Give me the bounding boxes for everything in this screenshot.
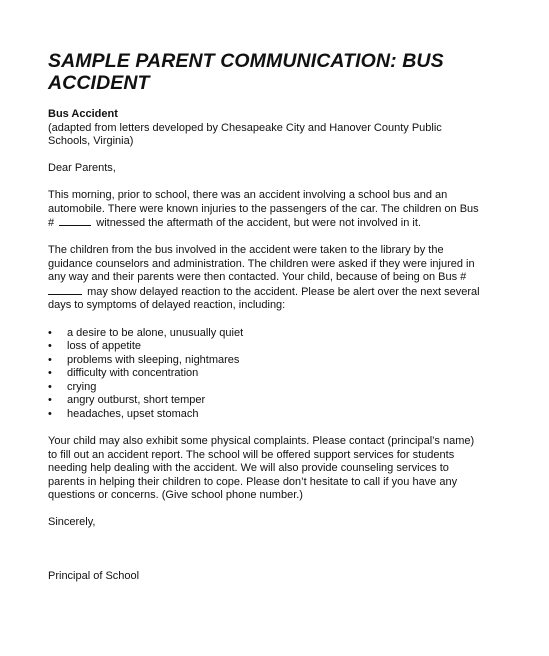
bullet-mark: • — [48, 353, 52, 366]
list-item — [48, 381, 508, 395]
p2-line-5: days to symptoms of delayed reaction, including: — [48, 299, 286, 311]
list-item — [48, 354, 508, 368]
closing: Sincerely, — [48, 516, 96, 529]
list-item — [48, 408, 508, 422]
bullet-mark: • — [48, 340, 52, 353]
paragraph-1 — [48, 189, 508, 231]
list-item — [48, 367, 508, 381]
p2-line-2: guidance counselors and administration. The children were asked if they were injured in — [48, 257, 475, 270]
p2-line-3: any way and their parents were then contacted. Your child, because of being on Bus # — [48, 271, 467, 283]
symptom-text: headaches, upset stomach — [67, 408, 199, 421]
signature-space — [48, 530, 508, 557]
title-line-1: SAMPLE PARENT COMMUNICATION: BUS — [48, 50, 444, 72]
list-item — [48, 340, 508, 354]
p3-line-2: to fill out an accident report. The school will be offered support services for students — [48, 448, 455, 461]
paragraph-3 — [48, 435, 508, 503]
p1-line-3-pre: # — [48, 217, 55, 229]
bullet-mark: • — [48, 408, 52, 421]
bus-number-blank-2 — [48, 285, 82, 295]
source-line-2: Schools, Virginia) — [48, 135, 134, 147]
symptom-text: angry outburst, short temper — [67, 394, 206, 407]
signature: Principal of School — [48, 570, 140, 583]
source-note — [48, 122, 508, 149]
bullet-mark: • — [48, 367, 52, 380]
paragraph-2 — [48, 244, 508, 313]
p2-line-1: The children from the bus involved in the accident were taken to the library by the — [48, 244, 444, 256]
p3-line-5: questions or concerns. (Give school phone number.) — [48, 489, 303, 502]
source-line-1: (adapted from letters developed by Chesapeake City and Hanover County Public — [48, 121, 442, 134]
title-line-2: ACCIDENT — [48, 72, 150, 94]
list-item — [48, 394, 508, 408]
symptom-text: a desire to be alone, unusually quiet — [67, 326, 244, 339]
bullet-mark: • — [48, 380, 52, 393]
p3-line-1: Your child may also exhibit some physical complaints. Please contact (principal’s name) — [48, 435, 475, 448]
bus-number-blank — [59, 216, 91, 226]
bullet-mark: • — [48, 326, 52, 339]
p3-line-3: needing help dealing with the accident. We will also provide counseling services to — [48, 462, 449, 475]
p1-line-2: automobile. There were known injuries to the passengers of the car. The children on Bus — [48, 202, 479, 215]
p2-line-4-post: may show delayed reaction to the accident. Please be alert over the next several — [87, 285, 480, 298]
p1-line-3-post: witnessed the aftermath of the accident, but were not involved in it. — [96, 217, 421, 229]
p1-line-1: This morning, prior to school, there was an accident involving a school bus and an — [48, 189, 448, 201]
list-item — [48, 327, 508, 341]
symptom-list — [48, 327, 508, 422]
letter-subtitle: Bus Accident — [48, 108, 118, 120]
salutation: Dear Parents, — [48, 162, 116, 174]
symptom-text: problems with sleeping, nightmares — [67, 353, 240, 366]
symptom-text: loss of appetite — [67, 340, 141, 353]
p1-line-3 — [48, 216, 508, 231]
bullet-mark: • — [48, 394, 52, 407]
letter-page — [48, 50, 508, 584]
document-title — [48, 50, 508, 94]
p2-line-4 — [48, 285, 508, 300]
p3-line-4: parents in helping their children to cope. Please don’t hesitate to call if you have any — [48, 475, 458, 488]
symptom-text: difficulty with concentration — [67, 367, 199, 380]
symptom-text: crying — [67, 380, 97, 393]
